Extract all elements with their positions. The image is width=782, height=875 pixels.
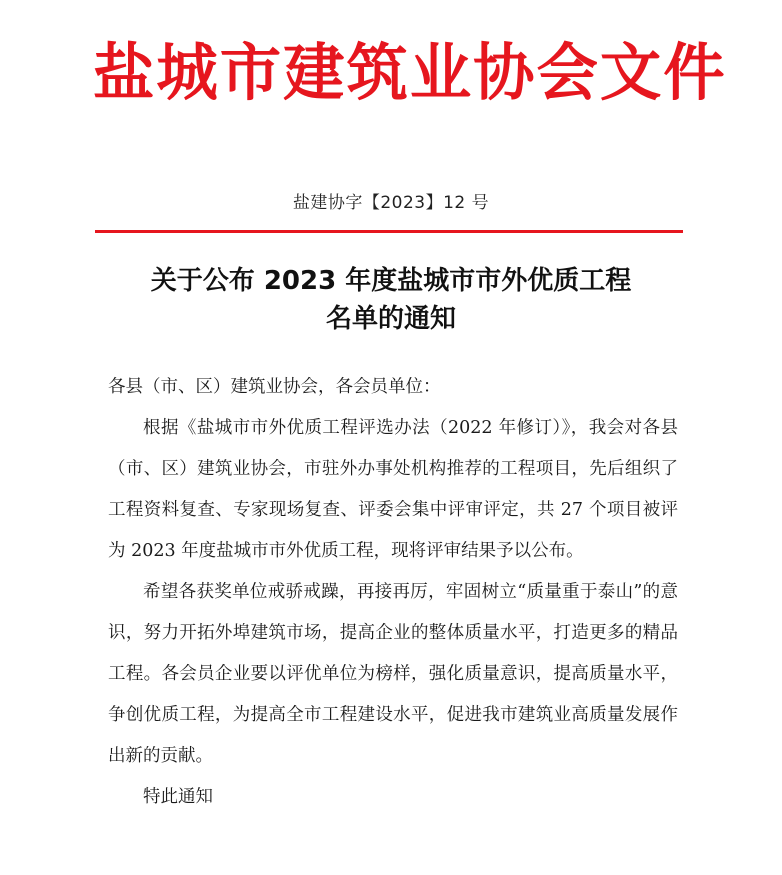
notice-title bbox=[0, 262, 782, 338]
closing-line: 特此通知 bbox=[143, 787, 213, 807]
paragraph-1: 根据《盐城市市外优质工程评选办法（2022 年修订）》，我会对各县（市、区）建筑业协会，市驻外办事处机构推荐的工程项目，先后组织了工程资料复查、专家现场复查、评委会集中评审评定，共 27 个项目被评为 2023 年度盐城市市外优质工程，现将评审结果予以公布。 bbox=[108, 418, 678, 561]
notice-body bbox=[108, 367, 678, 818]
title-line-2: 名单的通知 bbox=[325, 304, 456, 334]
issuer-banner: 盐城市建筑业协会文件 bbox=[93, 36, 727, 109]
red-divider bbox=[95, 230, 683, 233]
paragraph-2: 希望各获奖单位戒骄戒躁，再接再厉，牢固树立“质量重于泰山”的意识，努力开拓外埠建筑市场，提高企业的整体质量水平，打造更多的精品工程。各会员企业要以评优单位为榜样，强化质量意识，提高质量水平，争创优质工程，为提高全市工程建设水平，促进我市建筑业高质量发展作出新的贡献。 bbox=[108, 582, 678, 766]
title-line-1: 关于公布 2023 年度盐城市市外优质工程 bbox=[150, 266, 632, 296]
document-number: 盐建协字【2023】12 号 bbox=[292, 193, 490, 213]
salutation: 各县（市、区）建筑业协会，各会员单位： bbox=[108, 377, 441, 397]
